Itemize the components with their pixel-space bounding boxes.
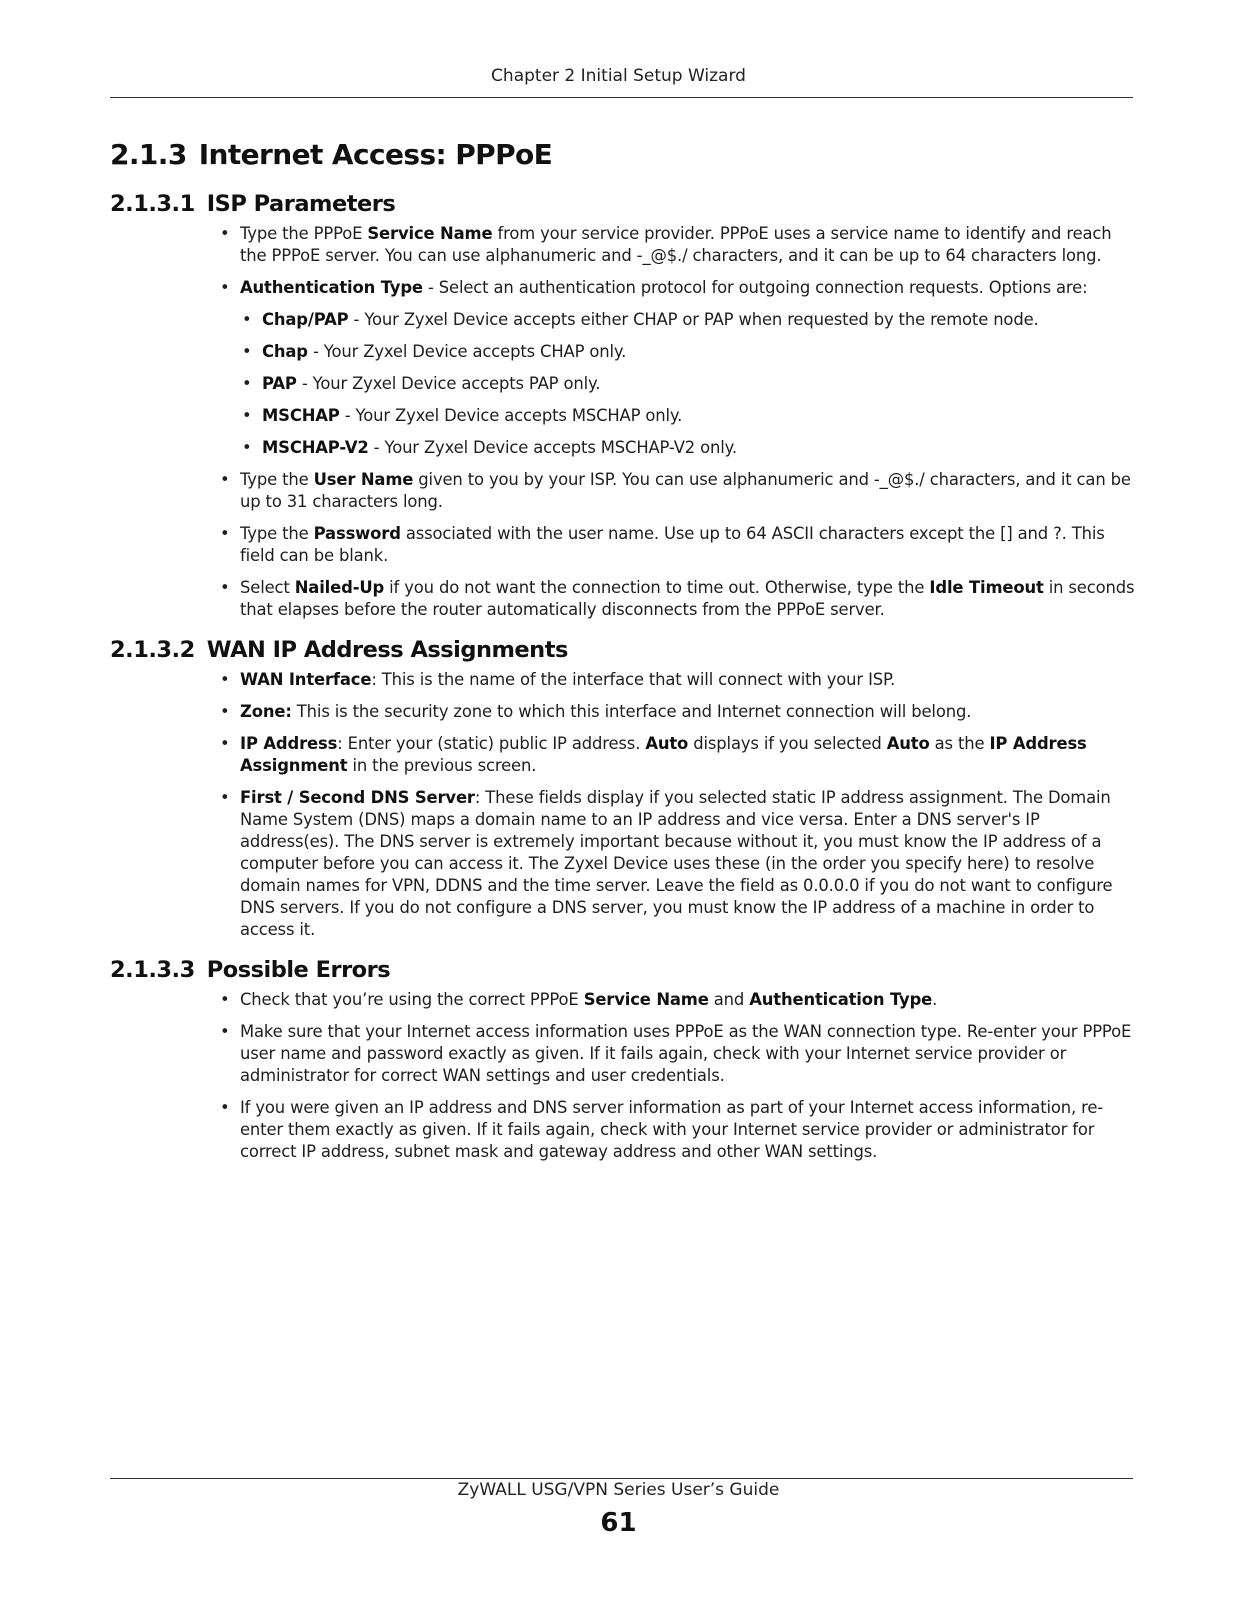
header-rule	[110, 97, 1133, 98]
term: Zone:	[240, 702, 292, 721]
subsection-title: ISP Parameters	[206, 191, 396, 217]
text: in seconds that elapses before the router automatically disconnects from the PPPoE server.	[240, 578, 1135, 619]
term: Auto	[645, 734, 689, 753]
subsection-wan-ip	[110, 637, 1135, 663]
list-item	[262, 309, 1135, 331]
text: displays if you selected	[688, 734, 887, 753]
term: MSCHAP	[262, 406, 340, 425]
text: : These fields display if you selected static IP address assignment. The Domain Name System (DNS) maps a domain name to an IP address and vice versa. Enter a DNS server's IP address(es). The DNS server is extremely important because without it, you must know the IP address of a computer before you can access it. The Zyxel Device uses these (in the order you specify here) to resolve domain names for VPN, DDNS and the time server. Leave the field as 0.0.0.0 if you do not want to configure DNS servers. If you do not configure a DNS server, you must know the IP address of a machine in order to access it.	[240, 788, 1113, 939]
term: Auto	[886, 734, 930, 753]
text: : Enter your (static) public IP address.	[337, 734, 646, 753]
text: - Your Zyxel Device accepts MSCHAP-V2 only.	[368, 438, 737, 457]
term: Nailed-Up	[294, 578, 385, 597]
term: Service Name	[367, 224, 493, 243]
text: - Your Zyxel Device accepts PAP only.	[296, 374, 601, 393]
term: MSCHAP-V2	[262, 438, 369, 457]
term: Idle Timeout	[929, 578, 1044, 597]
running-footer: ZyWALL USG/VPN Series User’s Guide	[457, 1480, 780, 1500]
term: First / Second DNS Server	[240, 788, 475, 807]
term: Service Name	[583, 990, 709, 1009]
text: Type the	[240, 470, 314, 489]
term: IP Address	[240, 734, 338, 753]
text: .	[932, 990, 938, 1009]
subsection-isp-parameters	[110, 191, 1135, 217]
text: Type the PPPoE	[240, 224, 368, 243]
subsection-possible-errors	[110, 957, 1135, 983]
text: - Your Zyxel Device accepts MSCHAP only.	[339, 406, 683, 425]
text: associated with the user name. Use up to 64 ASCII characters except the [] and ?. This field can be blank.	[240, 524, 1105, 565]
isp-parameters-list	[110, 223, 1135, 621]
list-item	[240, 669, 1135, 691]
auth-options-list	[240, 309, 1135, 459]
section-number: 2.1.3	[110, 138, 187, 171]
term: Authentication Type	[749, 990, 933, 1009]
text: if you do not want the connection to time out. Otherwise, type the	[384, 578, 930, 597]
list-item	[240, 277, 1135, 459]
wan-ip-list	[110, 669, 1135, 941]
list-item: • Make sure that your Internet access information uses PPPoE as the WAN connection type. Re-enter your PPPoE user name and password exactly as given. If it fails again, check with your Internet service provider or administrator for correct WAN settings and user credentials.	[240, 1021, 1135, 1087]
term: Password	[313, 524, 401, 543]
text: - Your Zyxel Device accepts either CHAP or PAP when requested by the remote node.	[348, 310, 1039, 329]
list-item	[240, 523, 1135, 567]
page-content	[110, 138, 1135, 1179]
subsection-title: WAN IP Address Assignments	[206, 637, 568, 663]
section-title	[110, 138, 1135, 171]
footer-rule	[110, 1478, 1133, 1479]
list-item	[240, 787, 1135, 941]
text: and	[708, 990, 750, 1009]
text: - Your Zyxel Device accepts CHAP only.	[307, 342, 627, 361]
subsection-number: 2.1.3.1	[110, 191, 195, 217]
list-item	[240, 989, 1135, 1011]
list-item	[262, 341, 1135, 363]
list-item: • If you were given an IP address and DNS server information as part of your Internet access information, re-enter them exactly as given. If it fails again, check with your Internet service provider or administrator for correct IP address, subnet mask and gateway address and other WAN settings.	[240, 1097, 1135, 1163]
text: This is the security zone to which this interface and Internet connection will belong.	[291, 702, 972, 721]
term: WAN Interface	[240, 670, 372, 689]
term: Authentication Type	[240, 278, 423, 297]
text: - Select an authentication protocol for outgoing connection requests. Options are:	[422, 278, 1088, 297]
term: User Name	[313, 470, 414, 489]
list-item	[240, 469, 1135, 513]
text: Type the	[240, 524, 314, 543]
text: given to you by your ISP. You can use alphanumeric and -_@$./ characters, and it can be up to 31 characters long.	[240, 470, 1131, 511]
section-title-text: Internet Access: PPPoE	[198, 138, 553, 171]
term: Chap/PAP	[262, 310, 349, 329]
list-item	[262, 373, 1135, 395]
subsection-number: 2.1.3.2	[110, 637, 195, 663]
term: PAP	[262, 374, 297, 393]
page-number: 61	[600, 1508, 637, 1538]
subsection-title: Possible Errors	[206, 957, 391, 983]
text: Select	[240, 578, 295, 597]
running-header: Chapter 2 Initial Setup Wizard	[491, 66, 746, 86]
list-item	[240, 733, 1135, 777]
text: : This is the name of the interface that will connect with your ISP.	[371, 670, 896, 689]
term: Chap	[262, 342, 308, 361]
possible-errors-list	[110, 989, 1135, 1163]
list-item	[240, 577, 1135, 621]
list-item	[240, 701, 1135, 723]
text: in the previous screen.	[347, 756, 537, 775]
list-item	[262, 405, 1135, 427]
text: as the	[929, 734, 990, 753]
text: Check that you’re using the correct PPPoE	[240, 990, 584, 1009]
term: IP Address Assignment	[240, 734, 1087, 775]
list-item	[262, 437, 1135, 459]
subsection-number: 2.1.3.3	[110, 957, 195, 983]
text: from your service provider. PPPoE uses a service name to identify and reach the PPPoE server. You can use alphanumeric and -_@$./ characters, and it can be up to 64 characters long.	[240, 224, 1112, 265]
list-item	[240, 223, 1135, 267]
